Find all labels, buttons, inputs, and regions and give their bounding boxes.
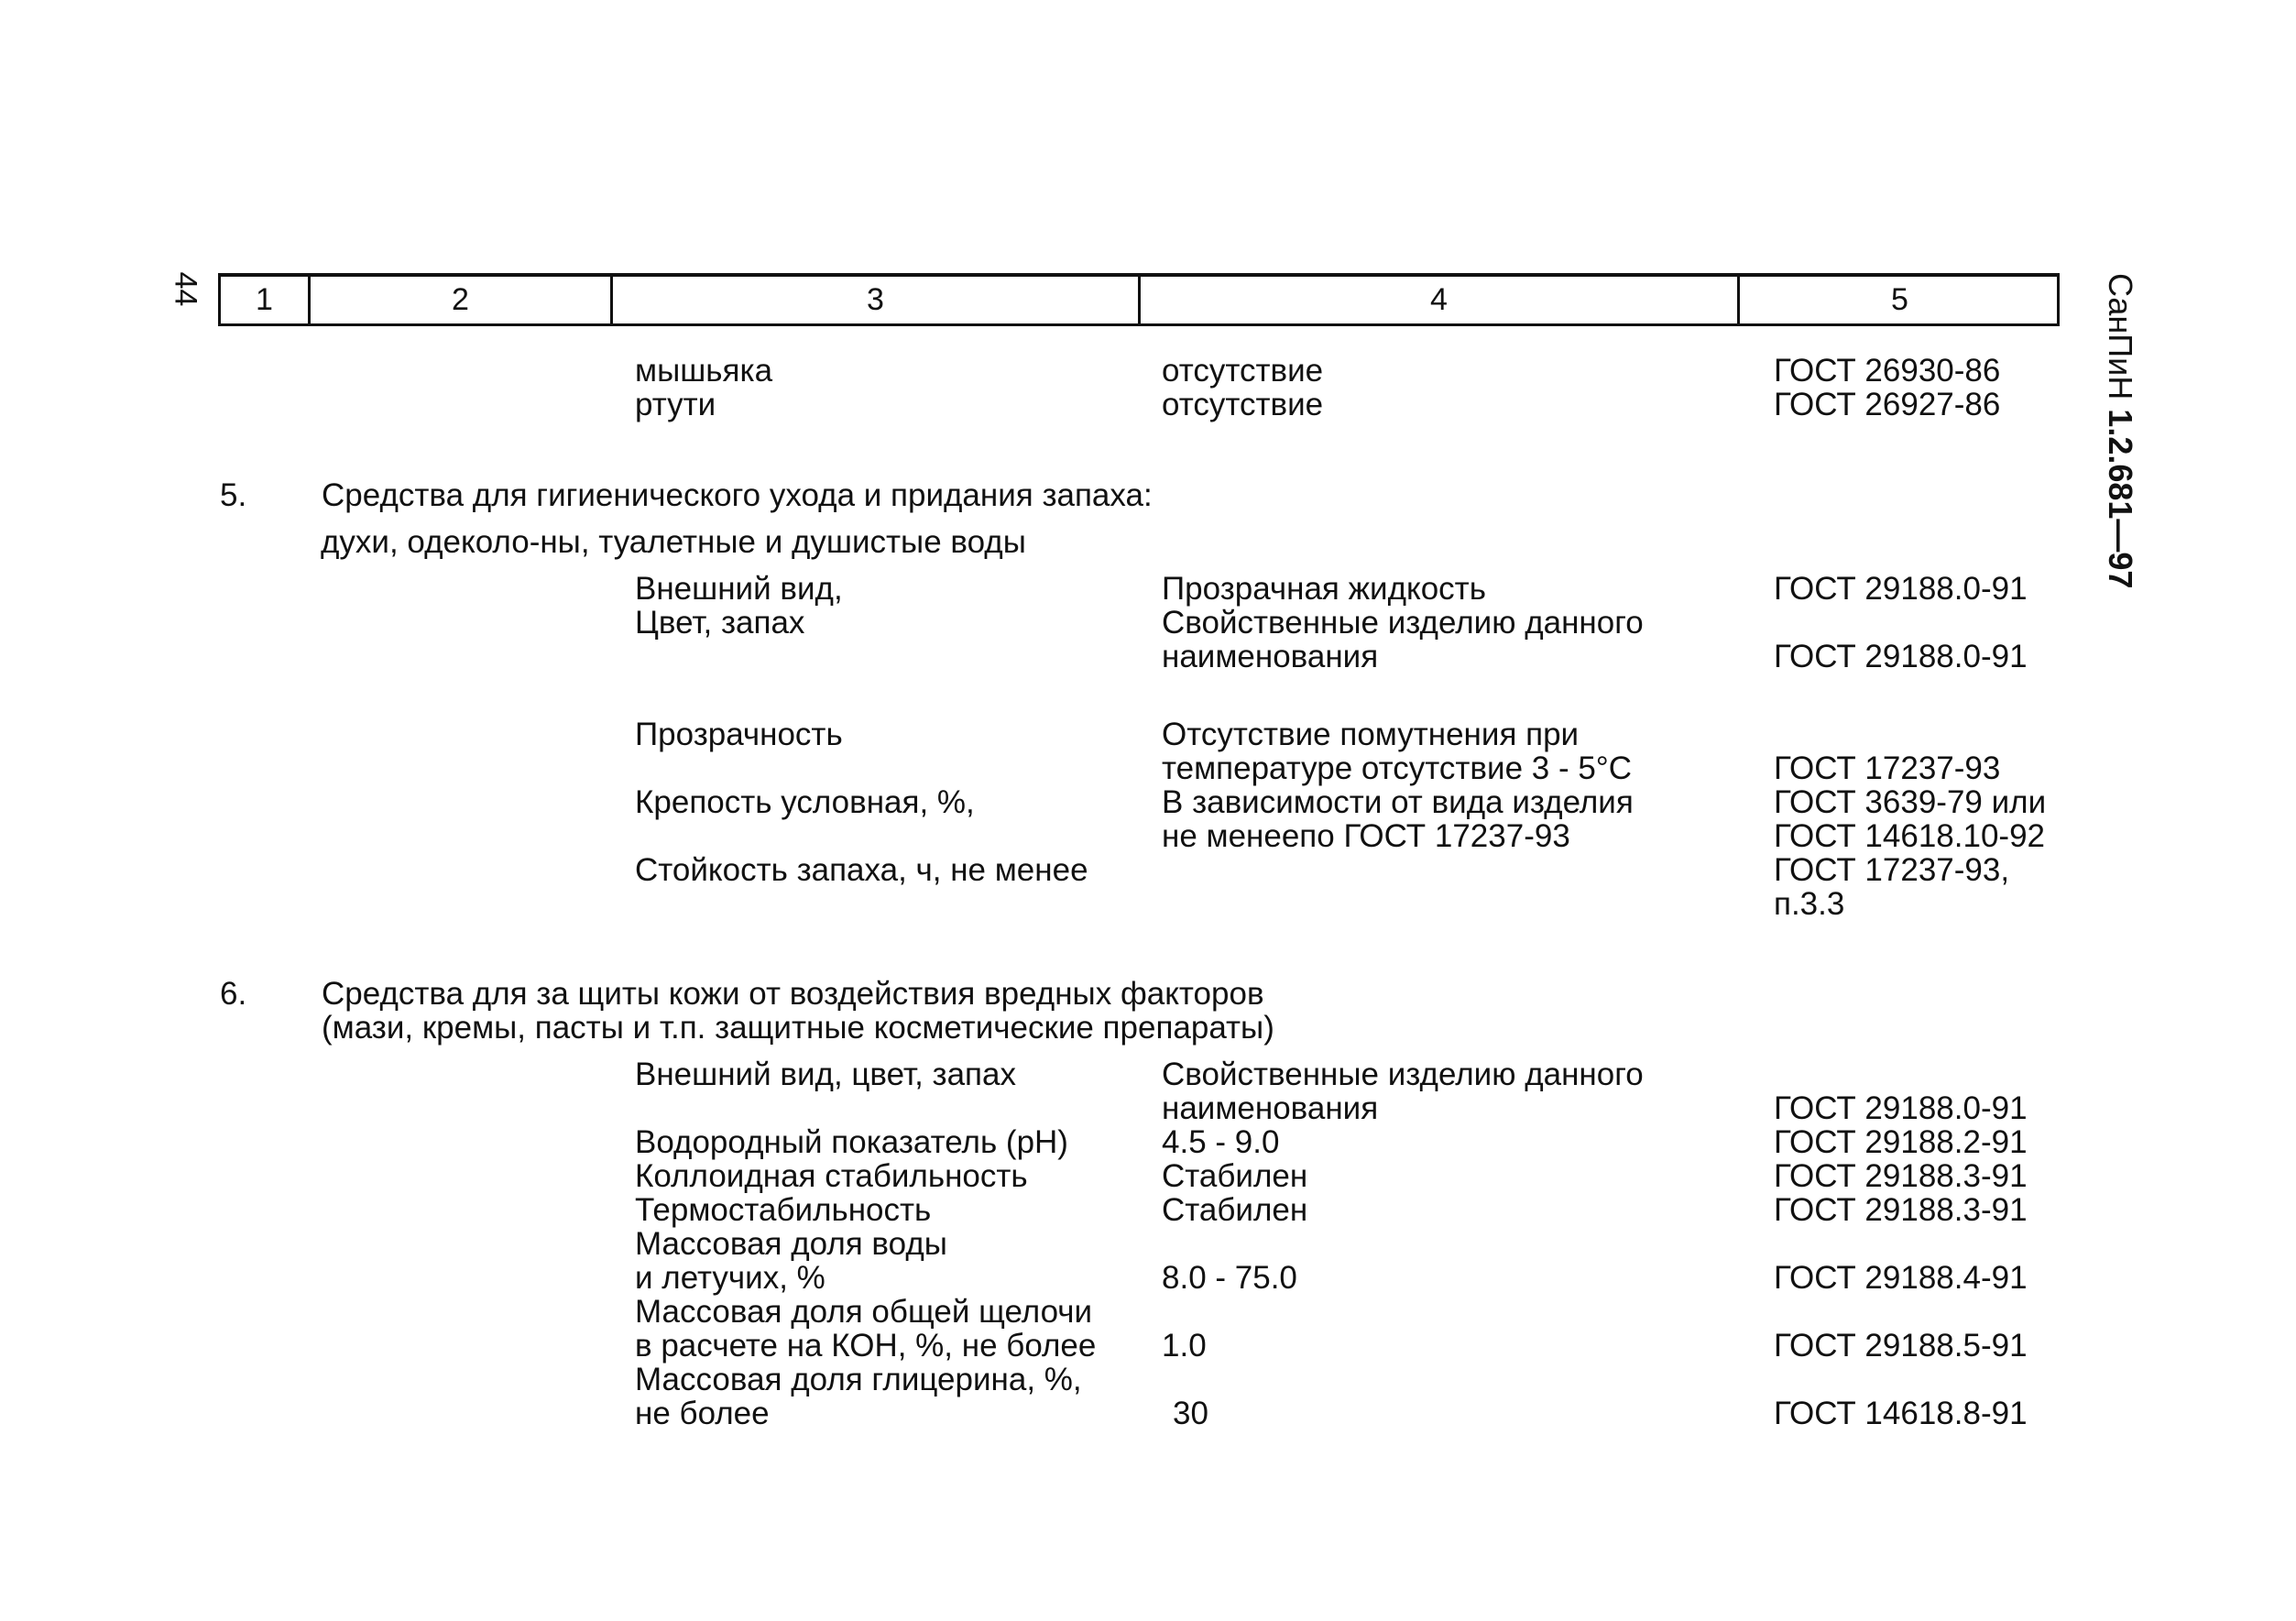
s6-method: ГОСТ 29188.2-91 [1774,1124,2028,1160]
s5-indicator: Внешний вид, [635,571,843,607]
s5-method: ГОСТ 17237-93 [1774,750,2001,786]
s5-norm: не менеепо ГОСТ 17237-93 [1162,818,1570,854]
s6-indicator: в расчете на КОН, %, не более [635,1328,1097,1364]
s6-method: ГОСТ 29188.5-91 [1774,1328,2028,1364]
s6-indicator: Коллоидная стабильность [635,1158,1028,1194]
s6-indicator: Термостабильность [635,1192,932,1228]
s6-indicator: Водородный показатель (рН) [635,1124,1068,1160]
top-row-indicator: мышьяка [635,353,773,389]
s5-indicator: Цвет, запах [635,605,805,641]
side-title-code: 1.2.681—97 [2102,409,2139,589]
s6-norm: 8.0 - 75.0 [1162,1260,1297,1296]
table-header [218,273,2060,326]
s5-norm: В зависимости от вида изделия [1162,784,1634,820]
s5-method: п.3.3 [1774,886,1845,922]
section-6-subtitle: (мази, кремы, пасты и т.п. защитные косметические препараты) [322,1010,1274,1046]
s5-norm: температуре отсутствие 3 - 5°С [1162,750,1633,786]
s6-norm: Стабилен [1162,1158,1308,1194]
col-header-4: 4 [1430,282,1448,317]
s5-method: ГОСТ 3639-79 или [1774,784,2047,820]
side-title-prefix: СанПиН [2102,273,2139,410]
page-number: 44 [168,271,203,307]
s6-norm: 30 [1173,1396,1208,1431]
section-5-subtitle: духи, одеколо-ны, туалетные и душистые воды [321,524,1026,560]
top-row-method: ГОСТ 26927-86 [1774,387,2001,422]
s6-indicator: Массовая доля воды [635,1226,947,1262]
section-5-number: 5. [220,477,247,513]
top-row-method: ГОСТ 26930-86 [1774,353,2001,389]
side-title [2104,273,2137,588]
s5-indicator: Стойкость запаха, ч, не менее [635,852,1088,888]
s6-method: ГОСТ 29188.3-91 [1774,1158,2028,1194]
s5-method: ГОСТ 29188.0-91 [1774,639,2028,674]
s6-indicator: Массовая доля глицерина, %, [635,1362,1082,1397]
s6-norm: наименования [1162,1090,1379,1126]
s6-method: ГОСТ 14618.8-91 [1774,1396,2028,1431]
section-6-title: Средства для за щиты кожи от воздействия вредных факторов [322,976,1264,1012]
s6-norm: 1.0 [1162,1328,1207,1364]
s6-norm: Свойственные изделию данного [1162,1057,1644,1092]
top-row-indicator: ртути [635,387,716,422]
col-header-5: 5 [1891,282,1908,317]
s6-method: ГОСТ 29188.0-91 [1774,1090,2028,1126]
s5-method: ГОСТ 14618.10-92 [1774,818,2045,854]
s6-norm: Стабилен [1162,1192,1308,1228]
col-header-3: 3 [867,282,884,317]
s6-indicator: Массовая доля общей щелочи [635,1294,1093,1330]
section-6-number: 6. [220,976,247,1012]
s6-norm: 4.5 - 9.0 [1162,1124,1280,1160]
s5-indicator: Прозрачность [635,717,843,752]
s6-indicator: и летучих, % [635,1260,825,1296]
s5-norm: Прозрачная жидкость [1162,571,1486,607]
s6-method: ГОСТ 29188.3-91 [1774,1192,2028,1228]
s5-method: ГОСТ 29188.0-91 [1774,571,2028,607]
s5-norm: наименования [1162,639,1379,674]
section-5-title: Средства для гигиенического ухода и придания запаха: [322,477,1153,513]
s5-norm: Свойственные изделию данного [1162,605,1644,641]
top-row-norm: отсутствие [1162,353,1324,389]
s6-indicator: не более [635,1396,770,1431]
s5-norm: Отсутствие помутнения при [1162,717,1580,752]
col-header-1: 1 [256,282,273,317]
s6-method: ГОСТ 29188.4-91 [1774,1260,2028,1296]
s5-indicator: Крепость условная, %, [635,784,975,820]
col-header-2: 2 [452,282,469,317]
top-row-norm: отсутствие [1162,387,1324,422]
s5-method: ГОСТ 17237-93, [1774,852,2010,888]
s6-indicator: Внешний вид, цвет, запах [635,1057,1016,1092]
